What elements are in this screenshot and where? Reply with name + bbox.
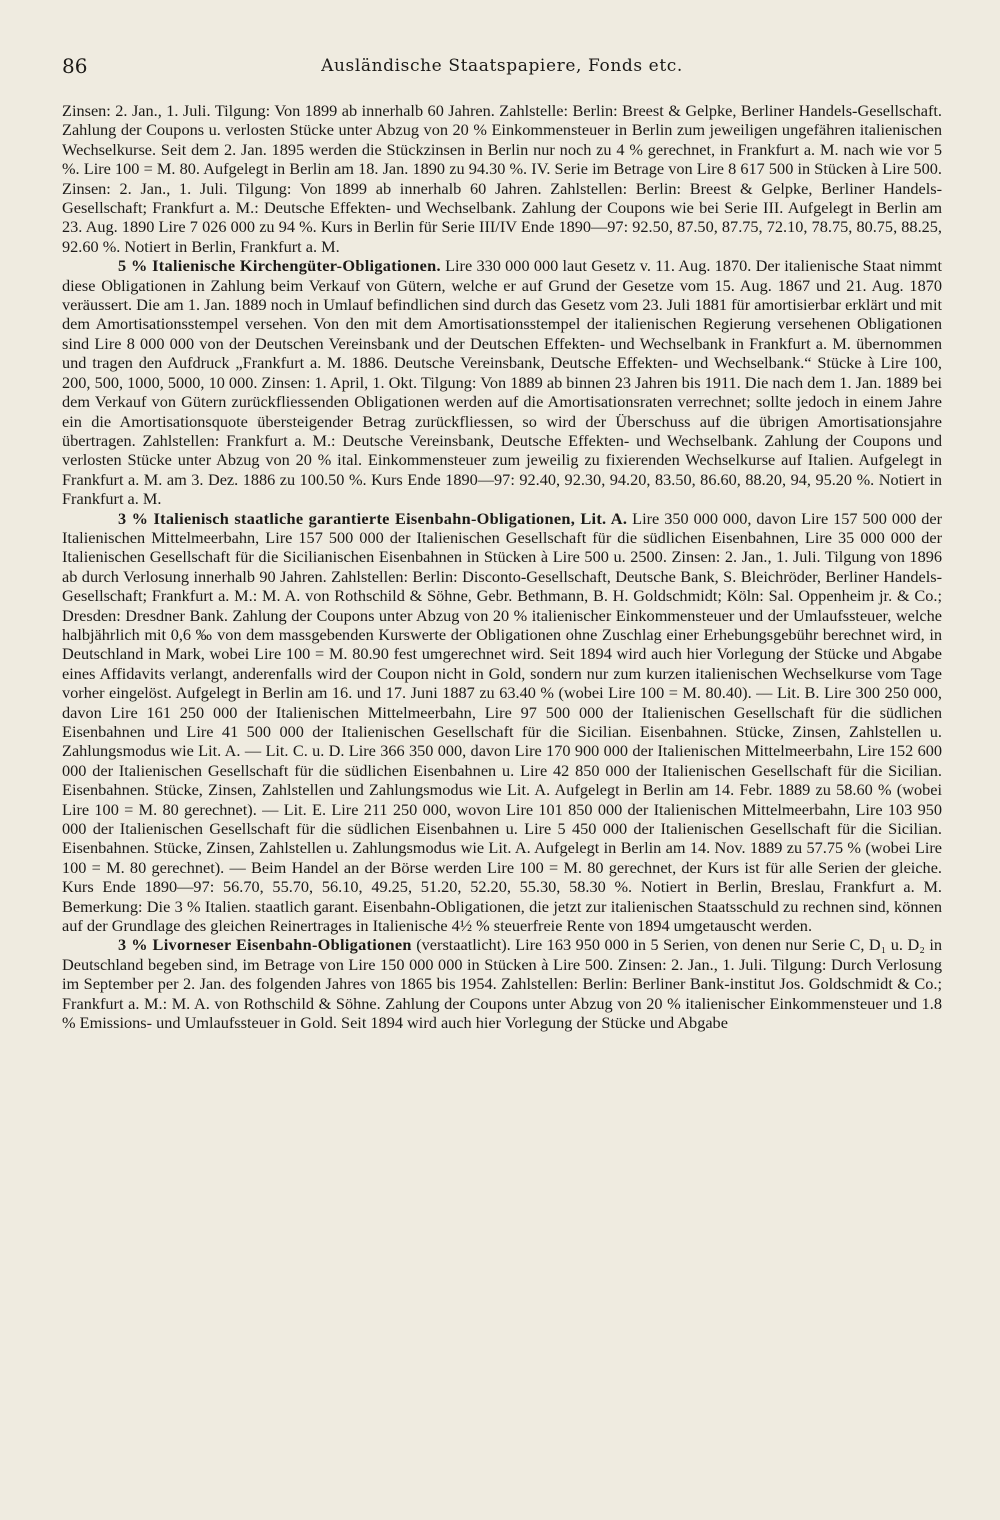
paragraph-continuation: [62, 101, 942, 256]
paragraph-kirchengueter: [62, 256, 942, 508]
paragraph-livorneser: [62, 935, 942, 1032]
section-heading: 3 % Livorneser Eisenbahn-Obligationen: [118, 935, 412, 955]
page-header: [62, 54, 942, 84]
page-body: [62, 101, 942, 1033]
page-number: 86: [62, 54, 88, 78]
paragraph-eisenbahn: [62, 509, 942, 936]
section-heading: 5 % Italienische Kirchengüter-Obligationen.: [118, 256, 441, 276]
paragraph-text: Zinsen: 2. Jan., 1. Juli. Tilgung: Von 1899 ab innerhalb 60 Jahren. Zahlstelle: Berlin: Breest & Gelpke, Berliner Handels-Gesellschaft. Zahlung der Coupons u. verlosten Stücke unter Abzug von 20 % Einkommensteuer in Berlin zum jeweiligen ungefähren italienischen Wechselkurse. Seit dem 2. Jan. 1895 werden die Stückzinsen in Berlin nur noch zu 4 % gerechnet, in Frankfurt a. M. nach wie vor 5 %. Lire 100 = M. 80. Aufgelegt in Berlin am 18. Jan. 1890 zu 94.30 %. IV. Serie im Betrage von Lire 8 617 500 in Stücken à Lire 500. Zinsen: 2. Jan., 1. Juli. Tilgung: Von 1899 ab innerhalb 60 Jahren. Zahlstellen: Berlin: Breest & Gelpke, Berliner Handels-Gesellschaft; Frankfurt a. M.: Deutsche Effekten- und Wechselbank. Zahlung der Coupons wie bei Serie III. Aufgelegt in Berlin am 23. Aug. 1890 Lire 7 026 000 zu 94 %. Kurs in Berlin für Serie III/IV Ende 1890—97: 92.50, 87.50, 87.75, 72.10, 78.75, 80.75, 88.25, 92.60 %. Notiert in Berlin, Frankfurt a. M.: [62, 101, 942, 256]
running-title: Ausländische Staatspapiere, Fonds etc.: [321, 56, 683, 76]
section-heading: 3 % Italienisch staatliche garantierte Eisenbahn-Obligationen, Lit. A.: [118, 508, 628, 528]
paragraph-text: Lire 350 000 000, davon Lire 157 500 000 der Italienischen Mittelmeerbahn, Lire 157 500 000 der Italienischen Gesellschaft für die südlichen Eisenbahnen, Lire 35 000 000 der Italienischen Gesellschaft für die Sicilianischen Eisenbahnen in Stücken à Lire 500 u. 2500. Zinsen: 2. Jan., 1. Juli. Tilgung von 1896 ab durch Verlosung innerhalb 90 Jahren. Zahlstellen: Berlin: Disconto-Gesellschaft, Deutsche Bank, S. Bleichröder, Berliner Handels-Gesellschaft; Frankfurt a. M.: M. A. von Rothschild & Söhne, Gebr. Bethmann, B. H. Goldschmidt; Köln: Sal. Oppenheim jr. & Co.; Dresden: Dresdner Bank. Zahlung der Coupons unter Abzug von 20 % italienischer Einkommensteuer und der Umlaufssteuer, welche halbjährlich mit 0,6 ‰ von dem massgebenden Kurswerte der Obligationen ohne Zuschlag einer Erhebungsgebühr berechnet wird, in Deutschland in Mark, wobei Lire 100 = M. 80.90 fest umgerechnet wird. Seit 1894 wird auch hier Vorlegung der Stücke und Abgabe eines Affidavits verlangt, anderenfalls wird der Coupon nicht in Gold, sondern nur zum kurzen italienischen Wechselkurse vom Tage vorher eingelöst. Aufgelegt in Berlin am 16. und 17. Juni 1887 zu 63.40 % (wobei Lire 100 = M. 80.40). — Lit. B. Lire 300 250 000, davon Lire 161 250 000 der Italienischen Mittelmeerbahn, Lire 97 500 000 der Italienischen Gesellschaft für die südlichen Eisenbahnen und Lire 41 500 000 der Italienischen Gesellschaft für die Sicilian. Eisenbahnen. Stücke, Zinsen, Zahlstellen u. Zahlungsmodus wie Lit. A. — Lit. C. u. D. Lire 366 350 000, davon Lire 170 900 000 der Italienischen Mittelmeerbahn, Lire 152 600 000 der Italienischen Gesellschaft für die südlichen Eisenbahnen u. Lire 42 850 000 der Italienischen Gesellschaft für die Sicilian. Eisenbahnen. Stücke, Zinsen, Zahlstellen und Zahlungsmodus wie Lit. A. Aufgelegt in Berlin am 14. Febr. 1889 zu 58.60 % (wobei Lire 100 = M. 80 gerechnet). — Lit. E. Lire 211 250 000, wovon Lire 101 850 000 der Italienischen Mittelmeerbahn, Lire 103 950 000 der Italienischen Gesellschaft für die südlichen Eisenbahnen u. Lire 5 450 000 der Italienischen Gesellschaft für die Sicilian. Eisenbahnen. Stücke, Zinsen, Zahlstellen u. Zahlungsmodus wie Lit. A. Aufgelegt in Berlin am 14. Nov. 1889 zu 57.75 % (wobei Lire 100 = M. 80 gerechnet). — Beim Handel an der Börse werden Lire 100 = M. 80 gerechnet, der Kurs ist für alle Serien der gleiche. Kurs Ende 1890—97: 56.70, 55.70, 56.10, 49.25, 51.20, 52.20, 55.30, 58.30 %. Notiert in Berlin, Breslau, Frankfurt a. M. Bemerkung: Die 3 % Italien. staatlich garant. Eisenbahn-Obligationen, die jetzt zur italienischen Staatsschuld zu rechnen sind, können auf der Grundlage des gleichen Reinertrages in Italienische 4½ % steuerfreie Rente von 1894 umgetauscht werden.: [62, 508, 943, 936]
paragraph-text: Lire 330 000 000 laut Gesetz v. 11. Aug. 1870. Der italienische Staat nimmt diese Obligationen in Zahlung beim Verkauf von Gütern, welche er auf Grund der Gesetze vom 15. Aug. 1867 und 21. Aug. 1870 veräussert. Die am 1. Jan. 1889 noch in Umlauf befindlichen sind durch das Gesetz vom 23. Juli 1881 für amortisierbar erklärt und mit dem Amortisationsstempel versehen. Von den mit dem Amortisationsstempel der italienischen Regierung versehenen Obligationen sind Lire 8 000 000 von der Deutschen Vereinsbank und der Deutschen Effekten- und Wechselbank in Frankfurt a. M. übernommen und tragen den Aufdruck „Frankfurt a. M. 1886. Deutsche Vereinsbank, Deutsche Effekten- und Wechselbank.“ Stücke à Lire 100, 200, 500, 1000, 5000, 10 000. Zinsen: 1. April, 1. Okt. Tilgung: Von 1889 ab binnen 23 Jahren bis 1911. Die nach dem 1. Jan. 1889 bei dem Verkauf von Gütern zurückfliessenden Obligationen werden auf die Amortisationsraten verrechnet; sollte jedoch in einem Jahre ein die Amortisationsquote übersteigender Betrag zurückfliessen, so wird der Überschuss auf die übrigen Amortisationsjahre übertragen. Zahlstellen: Frankfurt a. M.: Deutsche Vereinsbank, Deutsche Effekten- und Wechselbank. Zahlung der Coupons und verlosten Stücke unter Abzug von 20 % ital. Einkommensteuer zum jeweilig zu fixierenden Wechselkurse auf Italien. Aufgelegt in Frankfurt a. M. am 3. Dez. 1886 zu 100.50 %. Kurs Ende 1890—97: 92.40, 92.30, 94.20, 83.50, 86.60, 88.20, 94, 95.20 %. Notiert in Frankfurt a. M.: [62, 256, 942, 509]
paragraph-text: (verstaatlicht). Lire 163 950 000 in 5 Serien, von denen nur Serie C, D₁ u. D₂ in Deutschland begeben sind, im Betrage von Lire 150 000 000 in Stücken à Lire 500. Zinsen: 2. Jan., 1. Juli. Tilgung: Durch Verlosung im September per 2. Jan. des folgenden Jahres von 1865 bis 1954. Zahlstellen: Berlin: Berliner Bank-institut Jos. Goldschmidt & Co.; Frankfurt a. M.: M. A. von Rothschild & Söhne. Zahlung der Coupons unter Abzug von 20 % italienischer Einkommensteuer und 1.8 % Emissions- und Umlaufssteuer in Gold. Seit 1894 wird auch hier Vorlegung der Stücke und Abgabe: [62, 935, 942, 1033]
